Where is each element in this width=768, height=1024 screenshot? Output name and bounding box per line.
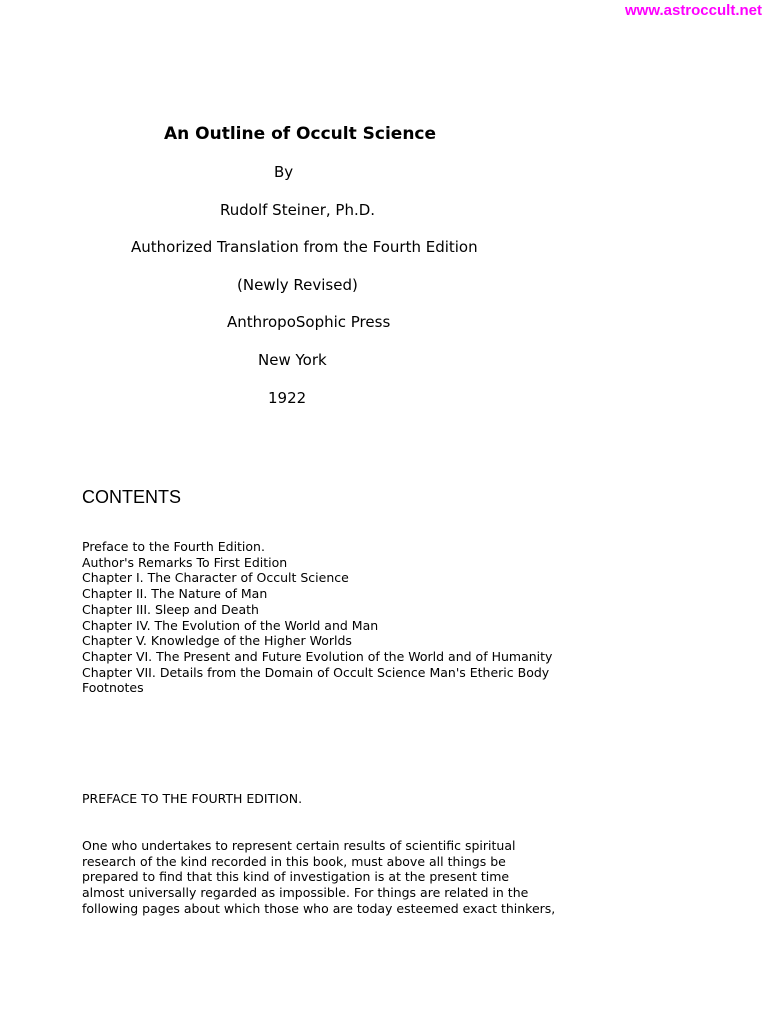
toc-item[interactable]: Preface to the Fourth Edition. xyxy=(82,539,265,554)
by-line: By xyxy=(274,163,294,181)
publication-year: 1922 xyxy=(268,389,307,407)
toc-item[interactable]: Chapter VI. The Present and Future Evolution of the World and of Humanity xyxy=(82,648,553,664)
preface-heading: PREFACE TO THE FOURTH EDITION. xyxy=(82,791,303,806)
publisher-name: AnthropoSophic Press xyxy=(227,313,391,331)
watermark-link[interactable]: www.astroccult.net xyxy=(625,2,762,19)
toc-item[interactable]: Author's Remarks To First Edition xyxy=(82,554,288,570)
translation-note: Authorized Translation from the Fourth Edition xyxy=(131,238,478,256)
toc-item[interactable]: Chapter VII. Details from the Domain of Occult Science Man's Etheric Body xyxy=(82,664,550,680)
toc-item[interactable]: Chapter I. The Character of Occult Science xyxy=(82,570,349,586)
paragraph-line: One who undertakes to represent certain results of scientific spiritual xyxy=(82,838,516,853)
table-of-contents xyxy=(82,539,552,696)
contents-heading: CONTENTS xyxy=(82,487,181,507)
paragraph-line: following pages about which those who are today esteemed exact thinkers, xyxy=(82,900,556,916)
paragraph-line: prepared to find that this kind of investigation is at the present time xyxy=(82,869,510,885)
revision-note: (Newly Revised) xyxy=(237,276,358,294)
book-title: An Outline of Occult Science xyxy=(164,124,437,144)
paragraph-line: research of the kind recorded in this book, must above all things be xyxy=(82,853,506,869)
toc-item[interactable]: Chapter III. Sleep and Death xyxy=(82,601,259,617)
toc-item[interactable]: Chapter II. The Nature of Man xyxy=(82,586,268,602)
preface-paragraph xyxy=(82,838,555,917)
paragraph-line: almost universally regarded as impossible. For things are related in the xyxy=(82,885,529,901)
author-name: Rudolf Steiner, Ph.D. xyxy=(220,201,376,219)
publisher-city: New York xyxy=(258,351,327,369)
toc-item[interactable]: Footnotes xyxy=(82,680,144,696)
toc-item[interactable]: Chapter V. Knowledge of the Higher Worlds xyxy=(82,633,352,649)
toc-item[interactable]: Chapter IV. The Evolution of the World and Man xyxy=(82,617,379,633)
